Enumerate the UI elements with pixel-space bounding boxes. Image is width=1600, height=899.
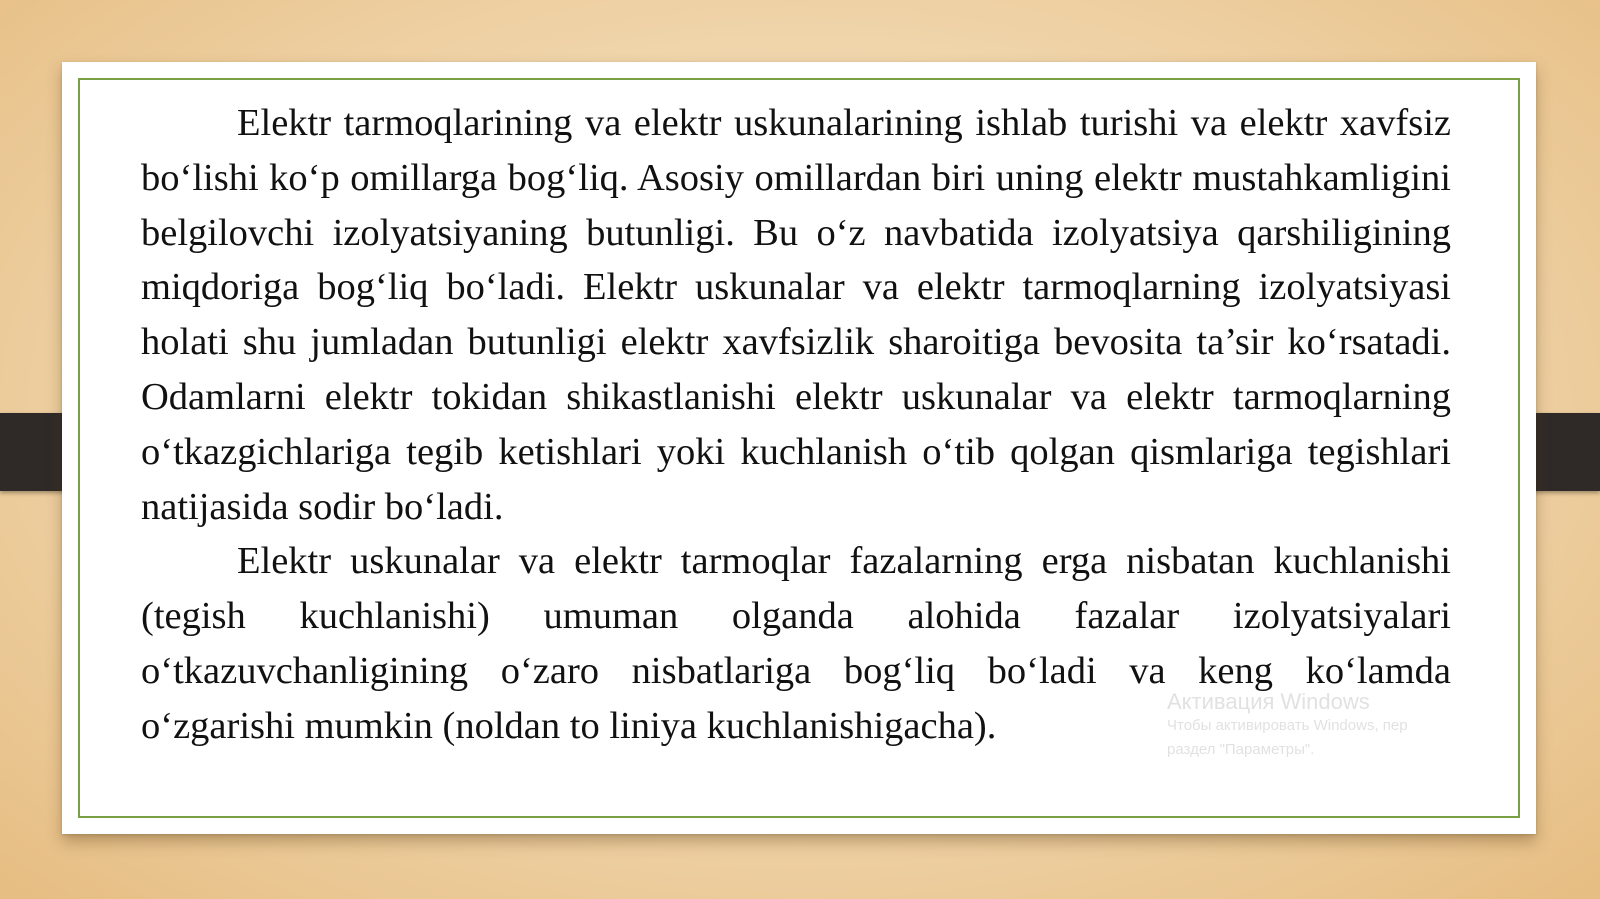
slide-card: [62, 62, 1536, 834]
watermark-line-1: Чтобы активировать Windows, пер: [1167, 717, 1408, 734]
paragraph-1: Elektr tarmoqlarining va elektr uskunalarining ishlab turishi va elektr xavfsiz bo‘lishi ko‘p omillarga bog‘liq. Asosiy omillardan biri uning elektr mustahkamligini belgilovchi izolyatsiyaning butunligi. Bu o‘z navbatida izolyatsiya qarshiligining miqdoriga bog‘liq bo‘ladi. Elektr uskunalar va elektr tarmoqlarning izolyatsiyasi holati shu jumladan butunligi elektr xavfsizlik sharoitiga bevosita ta’sir ko‘rsatadi. Odamlarni elektr tokidan shikastlanishi elektr uskunalar va elektr tarmoqlarning o‘tkazgichlariga tegib ketishlari yoki kuchlanish o‘tib qolgan qismlariga tegishlari natijasida sodir bo‘ladi.: [141, 102, 1451, 528]
watermark-title: Активация Windows: [1167, 689, 1370, 714]
slide-text: [141, 96, 1451, 754]
watermark-line-2: раздел "Параметры".: [1167, 741, 1315, 758]
paragraph-2: Elektr uskunalar va elektr tarmoqlar fazalarning erga nisbatan kuchlanishi (tegish kuchlanishi) umuman olganda alohida fazalar izolyatsiyalari o‘tkazuvchanligining o‘zaro nisbatlariga bog‘liq bo‘ladi va keng ko‘lamda o‘zgarishi mumkin (noldan to liniya kuchlanishigacha).: [141, 540, 1451, 747]
